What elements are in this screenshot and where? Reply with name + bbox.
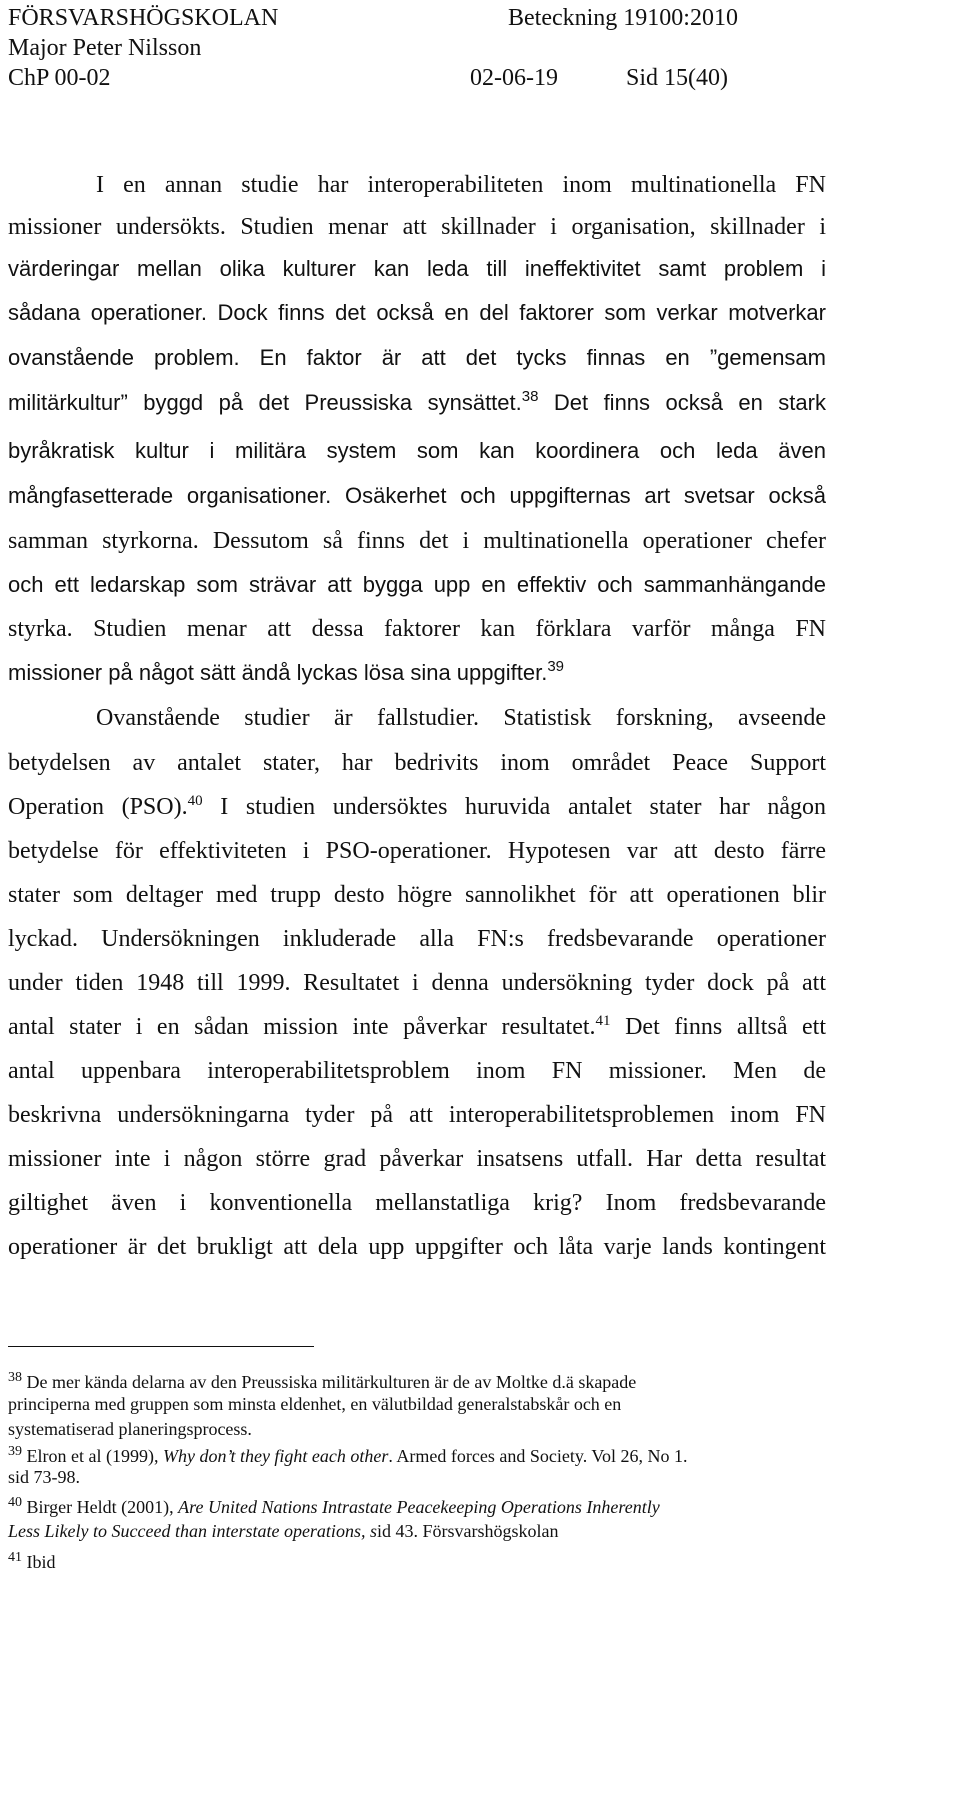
footnote-title: Less Likely to Succeed than interstate operations, s (8, 1521, 377, 1541)
footnote-39 (8, 1441, 688, 1467)
body-line: stater som deltager med trupp desto högre sannolikhet för att operationen blir (8, 882, 826, 908)
body-line: betydelse för effektiviteten i PSO-operationer. Hypotesen var att desto färre (8, 838, 826, 864)
footnote-text: . Armed forces and Society. Vol 26, No 1. (388, 1446, 688, 1466)
footnote-line (8, 1520, 558, 1542)
header-school: FÖRSVARSHÖGSKOLAN (8, 5, 279, 31)
footnote-number: 38 (8, 1370, 22, 1385)
body-line: giltighet även i konventionella mellanstatliga krig? Inom fredsbevarande (8, 1190, 826, 1216)
body-line: och ett ledarskap som strävar att bygga upp en effektiv och sammanhängande (8, 572, 826, 597)
footnote-separator (8, 1346, 314, 1347)
header-date: 02-06-19 (470, 65, 558, 91)
body-line: missioner undersökts. Studien menar att skillnader i organisation, skillnader i (8, 214, 826, 240)
footnote-number: 39 (8, 1444, 22, 1459)
header-designation: Beteckning 19100:2010 (508, 5, 738, 31)
body-text: militärkultur” byggd på det Preussiska synsättet. (8, 390, 522, 415)
body-text: Operation (PSO). (8, 794, 188, 820)
body-line: styrka. Studien menar att dessa faktorer kan förklara varför många FN (8, 616, 826, 642)
footnote-ref-39: 39 (547, 658, 564, 675)
body-line: antal uppenbara interoperabilitetsproblem inom FN missioner. Men de (8, 1058, 826, 1084)
footnote-text: Elron et al (1999), (26, 1446, 163, 1466)
footnote-text: id 43. Försvarshögskolan (376, 1521, 559, 1541)
footnote-number: 40 (8, 1495, 22, 1510)
header-author: Major Peter Nilsson (8, 35, 202, 61)
body-line-with-footnote-ref (8, 658, 826, 688)
body-line: beskrivna undersökningarna tyder på att interoperabilitetsproblemen inom FN (8, 1102, 826, 1128)
header-course: ChP 00-02 (8, 65, 111, 91)
body-text: Det finns också en stark (553, 390, 826, 415)
body-text: missioner på något sätt ändå lyckas lösa sina uppgifter. (8, 660, 548, 685)
footnote-line: principerna med gruppen som minsta eldenhet, en välutbildad generalstabskår och en (8, 1394, 622, 1414)
footnote-text: De mer kända delarna av den Preussiska militärkulturen är de av Moltke d.ä skapade (26, 1372, 637, 1392)
body-line-with-footnote-ref (8, 388, 826, 418)
header-page-number: Sid 15(40) (626, 65, 728, 91)
body-text: antal stater i en sådan mission inte påverkar resultatet. (8, 1014, 596, 1040)
body-text: I studien undersöktes huruvida antalet stater har någon (220, 794, 827, 820)
footnote-ref-41: 41 (595, 1013, 611, 1029)
footnote-41 (8, 1547, 56, 1573)
footnote-line: systematiserad planeringsprocess. (8, 1419, 252, 1439)
body-line: under tiden 1948 till 1999. Resultatet i denna undersökning tyder dock på att (8, 970, 826, 996)
body-line-with-footnote-ref (8, 792, 826, 822)
body-line: Ovanstående studier är fallstudier. Statistisk forskning, avseende (96, 705, 826, 731)
footnote-38 (8, 1367, 636, 1393)
footnote-number: 41 (8, 1550, 22, 1565)
body-line: byråkratisk kultur i militära system som kan koordinera och leda även (8, 438, 826, 463)
body-line: I en annan studie har interoperabiliteten inom multinationella FN (96, 172, 826, 198)
body-line: mångfasetterade organisationer. Osäkerhet och uppgifternas art svetsar också (8, 483, 826, 508)
footnote-title: Why don’t they fight each other (162, 1446, 389, 1466)
body-line: lyckad. Undersökningen inkluderade alla FN:s fredsbevarande operationer (8, 926, 826, 952)
body-line: ovanstående problem. En faktor är att det tycks finnas en ”gemensam (8, 345, 826, 370)
body-line-with-footnote-ref (8, 1012, 826, 1042)
footnote-40 (8, 1492, 660, 1518)
footnote-line: sid 73-98. (8, 1467, 80, 1487)
footnote-text: Ibid (26, 1552, 56, 1572)
body-line: missioner inte i någon större grad påverkar insatsens utfall. Har detta resultat (8, 1146, 826, 1172)
body-text: Det finns alltså ett (625, 1014, 827, 1040)
footnote-ref-38: 38 (521, 388, 539, 405)
body-line: operationer är det brukligt att dela upp uppgifter och låta varje lands kontingent (8, 1234, 826, 1260)
footnote-text: Birger Heldt (2001), (26, 1497, 179, 1517)
footnote-ref-40: 40 (187, 793, 203, 809)
body-line: värderingar mellan olika kulturer kan leda till ineffektivitet samt problem i (8, 256, 826, 281)
footnote-title: Are United Nations Intrastate Peacekeeping Operations Inherently (178, 1497, 660, 1517)
body-line: betydelsen av antalet stater, har bedrivits inom området Peace Support (8, 750, 826, 776)
body-line: samman styrkorna. Dessutom så finns det i multinationella operationer chefer (8, 528, 826, 554)
body-line: sådana operationer. Dock finns det också en del faktorer som verkar motverkar (8, 300, 826, 325)
